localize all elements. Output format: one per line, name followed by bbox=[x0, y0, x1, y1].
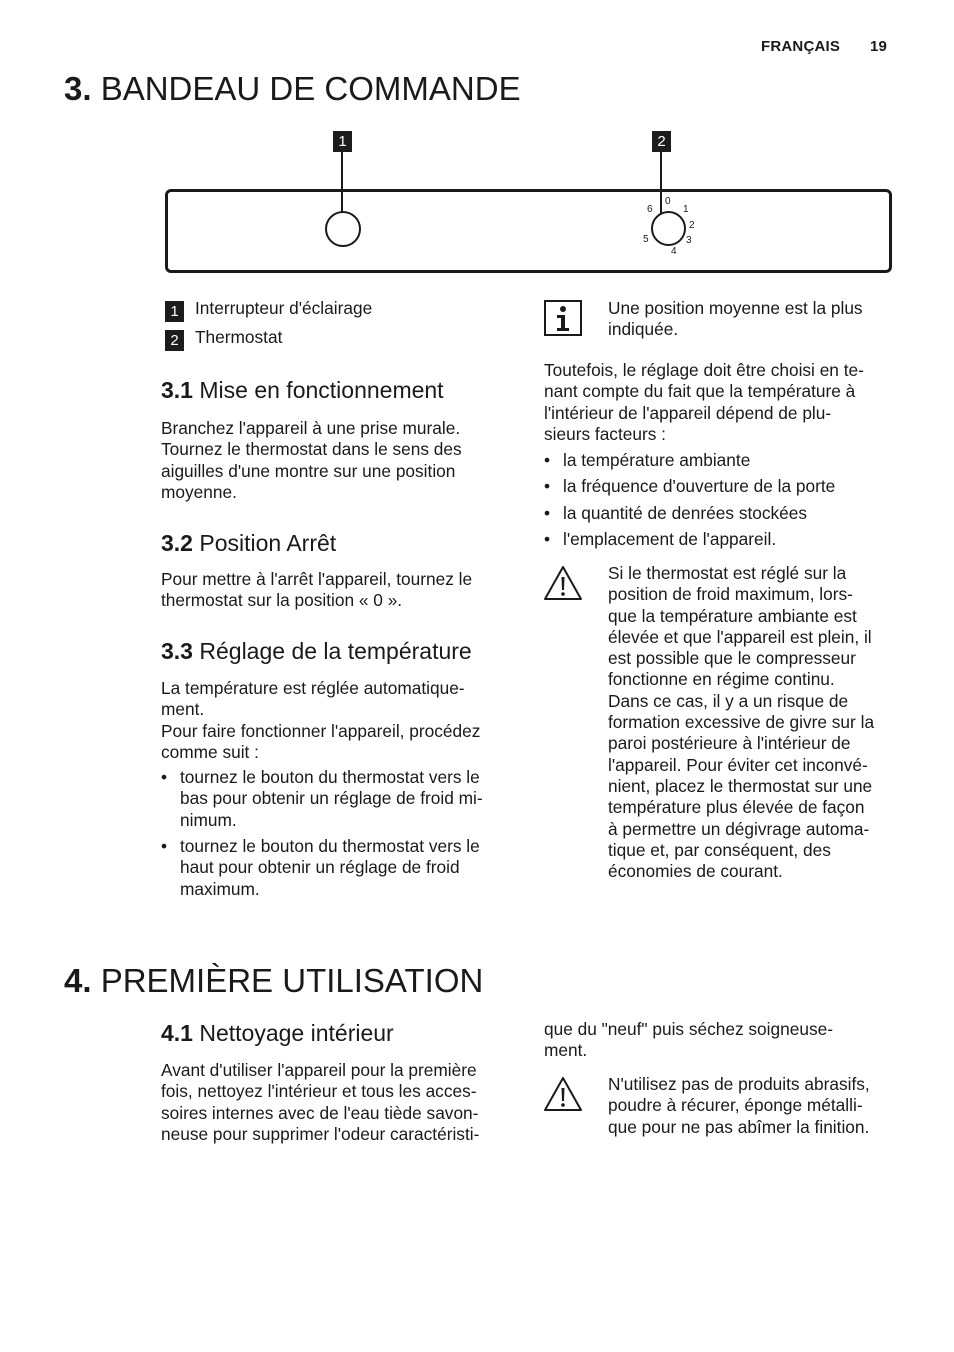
list-item-line: • tournez le bouton du thermostat vers le bbox=[180, 767, 480, 788]
info-icon bbox=[544, 300, 582, 336]
info-note bbox=[608, 298, 908, 341]
note-line: économies de courant. bbox=[608, 861, 783, 882]
note-line: indiquée. bbox=[608, 319, 679, 340]
warning-note bbox=[608, 1074, 908, 1138]
subsection-3-1-body bbox=[161, 418, 521, 503]
body-line: La température est réglée automatique- bbox=[161, 678, 465, 698]
body-line: Pour faire fonctionner l'appareil, procédez bbox=[161, 720, 481, 741]
note-line: température plus élevée de façon bbox=[608, 797, 865, 818]
section-number: 4. bbox=[64, 962, 92, 999]
note-line: Dans ce cas, il y a un risque de bbox=[608, 690, 849, 711]
note-line: Une position moyenne est la plus bbox=[608, 298, 863, 318]
list-item: • la quantité de denrées stockées bbox=[544, 503, 904, 524]
control-panel-outline bbox=[165, 189, 892, 273]
note-line: tique et, par conséquent, des bbox=[608, 839, 831, 860]
note-line: à permettre un dégivrage automa- bbox=[608, 818, 870, 839]
body-line: soires internes avec de l'eau tiède savon- bbox=[161, 1102, 479, 1123]
body-line: comme suit : bbox=[161, 741, 259, 762]
legend-label-1: Interrupteur d'éclairage bbox=[195, 298, 373, 318]
subsection-3-1-title bbox=[161, 376, 444, 404]
body-line: Toutefois, le réglage doit être choisi en te- bbox=[544, 360, 864, 380]
section-title-text: PREMIÈRE UTILISATION bbox=[100, 962, 484, 999]
body-line: sieurs facteurs : bbox=[544, 423, 666, 444]
note-line: position de froid maximum, lors- bbox=[608, 584, 853, 605]
list-item-line: maximum. bbox=[180, 878, 260, 899]
legend-badge-2: 2 bbox=[165, 330, 184, 351]
light-switch bbox=[325, 211, 361, 247]
section-number: 3. bbox=[64, 70, 92, 107]
body-line: Pour mettre à l'arrêt l'appareil, tournez le bbox=[161, 569, 473, 589]
body-line: thermostat sur la position « 0 ». bbox=[161, 590, 403, 611]
page-number: 19 bbox=[870, 38, 888, 55]
legend-badge-1: 1 bbox=[165, 301, 184, 322]
body-line: ment. bbox=[544, 1040, 588, 1061]
note-line: formation excessive de givre sur la bbox=[608, 712, 875, 733]
note-line: paroi postérieure à l'intérieur de bbox=[608, 733, 851, 754]
note-line: nient, placez le thermostat sur une bbox=[608, 775, 873, 796]
subsection-title-text: Réglage de la température bbox=[199, 638, 472, 664]
list-item: • la température ambiante bbox=[544, 450, 904, 471]
body-line: l'intérieur de l'appareil dépend de plu- bbox=[544, 402, 832, 423]
diagram-callout-2: 2 bbox=[652, 131, 671, 152]
list-item-line: bas pour obtenir un réglage de froid mi- bbox=[180, 788, 483, 809]
factors-paragraph bbox=[544, 360, 904, 445]
subsection-number: 3.1 bbox=[161, 377, 193, 403]
subsection-3-2-title bbox=[161, 529, 336, 557]
note-line: que la température ambiante est bbox=[608, 605, 857, 626]
subsection-number: 3.3 bbox=[161, 638, 193, 664]
list-item-line: • tournez le bouton du thermostat vers le bbox=[180, 836, 480, 857]
dial-number: 5 bbox=[643, 234, 649, 245]
body-line: ment. bbox=[161, 699, 205, 720]
dial-number: 1 bbox=[683, 204, 689, 215]
diagram-callout-1: 1 bbox=[333, 131, 352, 152]
subsection-3-3-title bbox=[161, 637, 472, 665]
subsection-title-text: Position Arrêt bbox=[199, 530, 337, 556]
subsection-3-2-body bbox=[161, 569, 521, 612]
subsection-number: 4.1 bbox=[161, 1020, 193, 1046]
body-line: Branchez l'appareil à une prise murale. bbox=[161, 418, 461, 438]
note-line: poudre à récurer, éponge métalli- bbox=[608, 1095, 863, 1116]
note-line: élevée et que l'appareil est plein, il bbox=[608, 626, 872, 647]
dial-number: 6 bbox=[647, 204, 653, 215]
warning-note bbox=[608, 563, 908, 882]
list-item: • l'emplacement de l'appareil. bbox=[544, 529, 904, 550]
list-item: • la fréquence d'ouverture de la porte bbox=[544, 476, 904, 497]
body-line: neuse pour supprimer l'odeur caractéristi- bbox=[161, 1123, 480, 1144]
note-line: fonctionne en régime continu. bbox=[608, 669, 835, 690]
subsection-title-text: Nettoyage intérieur bbox=[199, 1020, 394, 1046]
section-3-title bbox=[64, 71, 521, 107]
note-line: Si le thermostat est réglé sur la bbox=[608, 563, 847, 583]
body-line: fois, nettoyez l'intérieur et tous les acces- bbox=[161, 1081, 477, 1102]
list-item-line: nimum. bbox=[180, 809, 237, 830]
body-line: moyenne. bbox=[161, 481, 237, 502]
dial-number: 4 bbox=[671, 246, 677, 257]
dial-number: 0 bbox=[665, 196, 671, 207]
note-line: l'appareil. Pour éviter cet inconvé- bbox=[608, 754, 868, 775]
subsection-number: 3.2 bbox=[161, 530, 193, 556]
bullet-list bbox=[161, 767, 521, 900]
body-line: que du "neuf" puis séchez soigneuse- bbox=[544, 1019, 833, 1039]
header-language: FRANÇAIS bbox=[761, 38, 841, 55]
subsection-4-1-continuation bbox=[544, 1019, 904, 1062]
list-item bbox=[161, 836, 521, 900]
factors-list bbox=[544, 450, 904, 550]
section-4-title bbox=[64, 963, 483, 999]
list-item-line: haut pour obtenir un réglage de froid bbox=[180, 857, 460, 878]
legend-label-2: Thermostat bbox=[195, 327, 283, 347]
section-title-text: BANDEAU DE COMMANDE bbox=[100, 70, 521, 107]
subsection-4-1-title bbox=[161, 1019, 394, 1047]
note-line: est possible que le compresseur bbox=[608, 648, 856, 669]
note-line: que pour ne pas abîmer la finition. bbox=[608, 1116, 870, 1137]
warning-icon bbox=[543, 565, 583, 601]
body-line: nant compte du fait que la température à bbox=[544, 381, 856, 402]
dial-number: 3 bbox=[686, 235, 692, 246]
thermostat-knob bbox=[651, 211, 686, 246]
warning-icon bbox=[543, 1076, 583, 1112]
body-line: Tournez le thermostat dans le sens des bbox=[161, 439, 462, 460]
note-line: N'utilisez pas de produits abrasifs, bbox=[608, 1074, 870, 1094]
body-line: Avant d'utiliser l'appareil pour la première bbox=[161, 1060, 477, 1080]
subsection-3-3-body bbox=[161, 678, 521, 900]
subsection-title-text: Mise en fonctionnement bbox=[199, 377, 444, 403]
subsection-4-1-body bbox=[161, 1060, 521, 1145]
list-item bbox=[161, 767, 521, 831]
dial-number: 2 bbox=[689, 220, 695, 231]
body-line: aiguilles d'une montre sur une position bbox=[161, 460, 456, 481]
